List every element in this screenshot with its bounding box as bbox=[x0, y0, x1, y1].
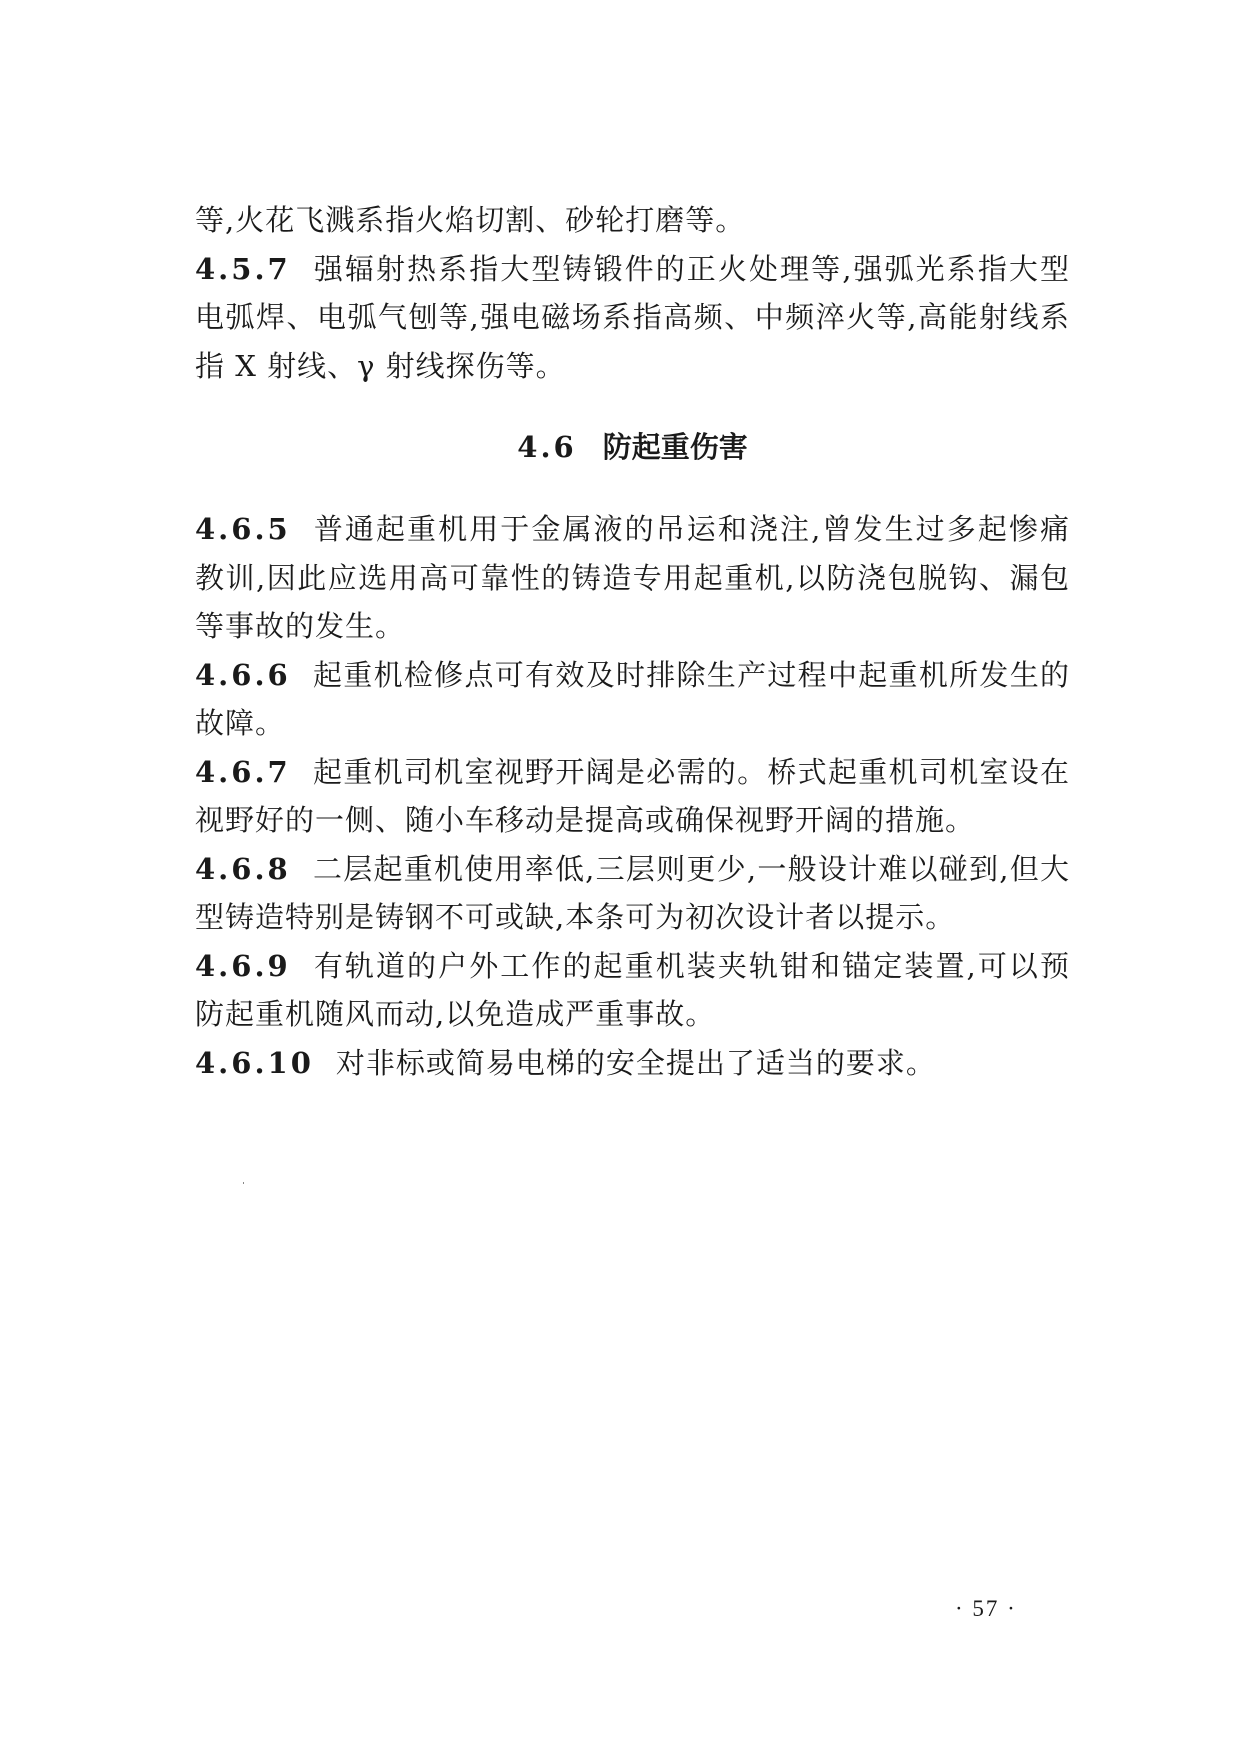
clause-4-6-5 bbox=[195, 505, 1070, 651]
section-number: 4.6 bbox=[517, 430, 577, 464]
clause-4-6-9 bbox=[195, 942, 1070, 1039]
section-title: 防起重伤害 bbox=[602, 430, 748, 464]
continued-paragraph-text: 等,火花飞溅系指火焰切割、砂轮打磨等。 bbox=[195, 203, 746, 237]
clause-4-6-6 bbox=[195, 651, 1070, 748]
clause-text: 起重机司机室视野开阔是必需的。桥式起重机司机室设在视野好的一侧、随小车移动是提高或确保视野开阔的措施。 bbox=[195, 754, 1070, 837]
clause-text: 普通起重机用于金属液的吊运和浇注,曾发生过多起惨痛教训,因此应选用高可靠性的铸造专用起重机,以防浇包脱钩、漏包等事故的发生。 bbox=[195, 512, 1070, 643]
continued-paragraph bbox=[195, 196, 1070, 245]
clause-text: 对非标或简易电梯的安全提出了适当的要求。 bbox=[335, 1045, 936, 1080]
clause-number: 4.6.7 bbox=[195, 754, 291, 789]
clause-text: 二层起重机使用率低,三层则更少,一般设计难以碰到,但大型铸造特别是铸钢不可或缺,本条可为初次设计者以提示。 bbox=[195, 851, 1070, 934]
clause-number: 4.6.8 bbox=[195, 851, 291, 886]
clause-text: 强辐射热系指大型铸锻件的正火处理等,强弧光系指大型电弧焊、电弧气刨等,强电磁场系指高频、中频淬火等,高能射线系指 X 射线、γ 射线探伤等。 bbox=[195, 251, 1070, 383]
clause-4-6-10 bbox=[195, 1039, 1070, 1088]
page-content bbox=[195, 196, 1070, 1087]
clause-text: 起重机检修点可有效及时排除生产过程中起重机所发生的故障。 bbox=[195, 657, 1070, 740]
clause-number: 4.6.5 bbox=[195, 512, 291, 546]
scan-speck bbox=[243, 1182, 244, 1184]
clause-4-5-7 bbox=[195, 245, 1070, 391]
clause-4-6-7 bbox=[195, 748, 1070, 845]
page-number: · 57 · bbox=[955, 1596, 1017, 1621]
clause-number: 4.5.7 bbox=[195, 251, 291, 286]
clause-number: 4.6.6 bbox=[195, 657, 291, 692]
clause-4-6-8 bbox=[195, 845, 1070, 942]
section-heading bbox=[195, 423, 1070, 471]
clause-number: 4.6.9 bbox=[195, 948, 291, 983]
clause-number: 4.6.10 bbox=[195, 1045, 314, 1080]
clause-text: 有轨道的户外工作的起重机装夹轨钳和锚定装置,可以预防起重机随风而动,以免造成严重事故。 bbox=[195, 948, 1070, 1031]
